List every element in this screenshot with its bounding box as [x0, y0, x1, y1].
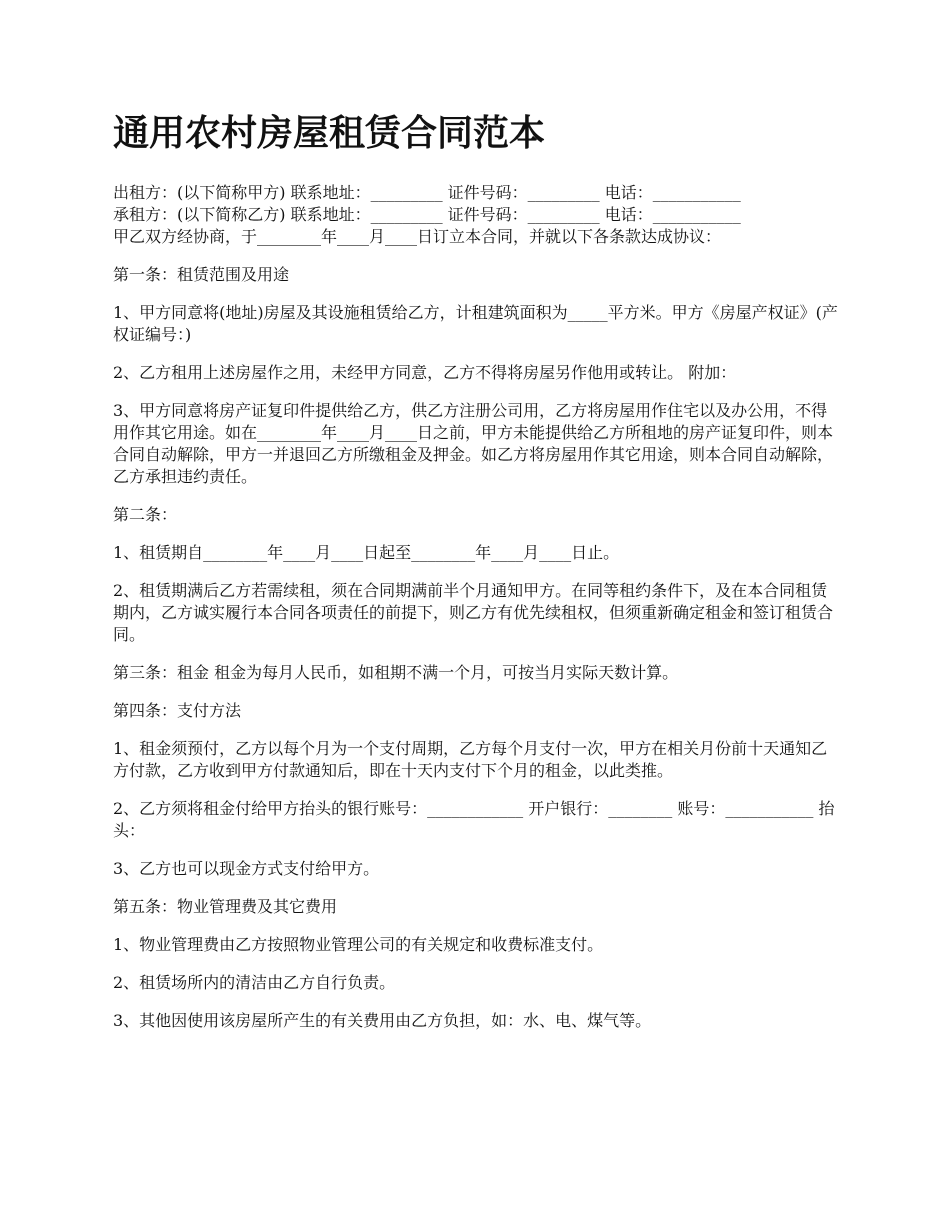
agreement-intro: 甲乙双方经协商，于________年____月____日订立本合同，并就以下各条款达成协议： [113, 227, 722, 246]
article-2-heading: 第二条： [113, 505, 178, 524]
article-1-heading: 第一条：租赁范围及用途 [113, 265, 290, 284]
article-4-clause-2: 2、乙方须将租金付给甲方抬头的银行账号：____________ 开户银行：________ 账号：___________ 抬头： [113, 799, 835, 840]
document-title: 通用农村房屋租赁合同范本 [113, 113, 546, 154]
article-1-clause-2: 2、乙方租用上述房屋作之用，未经甲方同意，乙方不得将房屋另作他用或转让。 附加： [113, 363, 737, 382]
article-5-clause-2: 2、租赁场所内的清洁由乙方自行负责。 [113, 973, 396, 992]
contract-page [113, 110, 843, 1032]
lessee-line: 承租方：(以下简称乙方) 联系地址：_________ 证件号码：_________ 电话：___________ [113, 205, 741, 224]
lessor-line: 出租方：(以下简称甲方) 联系地址：_________ 证件号码：_________ 电话：___________ [113, 183, 741, 202]
article-4-clause-3: 3、乙方也可以现金方式支付给甲方。 [113, 859, 380, 878]
article-5-clause-3: 3、其他因使用该房屋所产生的有关费用由乙方负担，如：水、电、煤气等。 [113, 1011, 652, 1030]
article-2-clause-1: 1、租赁期自________年____月____日起至________年____月____日止。 [113, 543, 620, 562]
article-5-clause-1: 1、物业管理费由乙方按照物业管理公司的有关规定和收费标准支付。 [113, 935, 604, 954]
article-1-clause-1: 1、甲方同意将(地址)房屋及其设施租赁给乙方，计租建筑面积为_____平方米。甲方《房屋产权证》(产权证编号：) [113, 303, 838, 344]
article-3: 第三条：租金 租金为每月人民币，如租期不满一个月，可按当月实际天数计算。 [113, 663, 679, 682]
article-5-heading: 第五条：物业管理费及其它费用 [113, 897, 338, 916]
article-4-heading: 第四条：支付方法 [113, 701, 242, 720]
article-4-clause-1: 1、租金须预付，乙方以每个月为一个支付周期，乙方每个月支付一次，甲方在相关月份前十天通知乙方付款，乙方收到甲方付款通知后，即在十天内支付下个月的租金，以此类推。 [113, 739, 828, 780]
article-2-clause-2: 2、租赁期满后乙方若需续租，须在合同期满前半个月通知甲方。在同等租约条件下，及在本合同租赁期内，乙方诚实履行本合同各项责任的前提下，则乙方有优先续租权，但须重新确定租金和签订租赁合同。 [113, 581, 834, 644]
article-1-clause-3: 3、甲方同意将房产证复印件提供给乙方，供乙方注册公司用，乙方将房屋用作住宅以及办公用，不得用作其它用途。如在________年____月____日之前，甲方未能提供给乙方所租地的房产证复印件，则本合同自动解除，甲方一并退回乙方所缴租金及押金。如乙方将房屋用作其它用途，则本合同自动解除，乙方承担违约责任。 [113, 401, 834, 486]
